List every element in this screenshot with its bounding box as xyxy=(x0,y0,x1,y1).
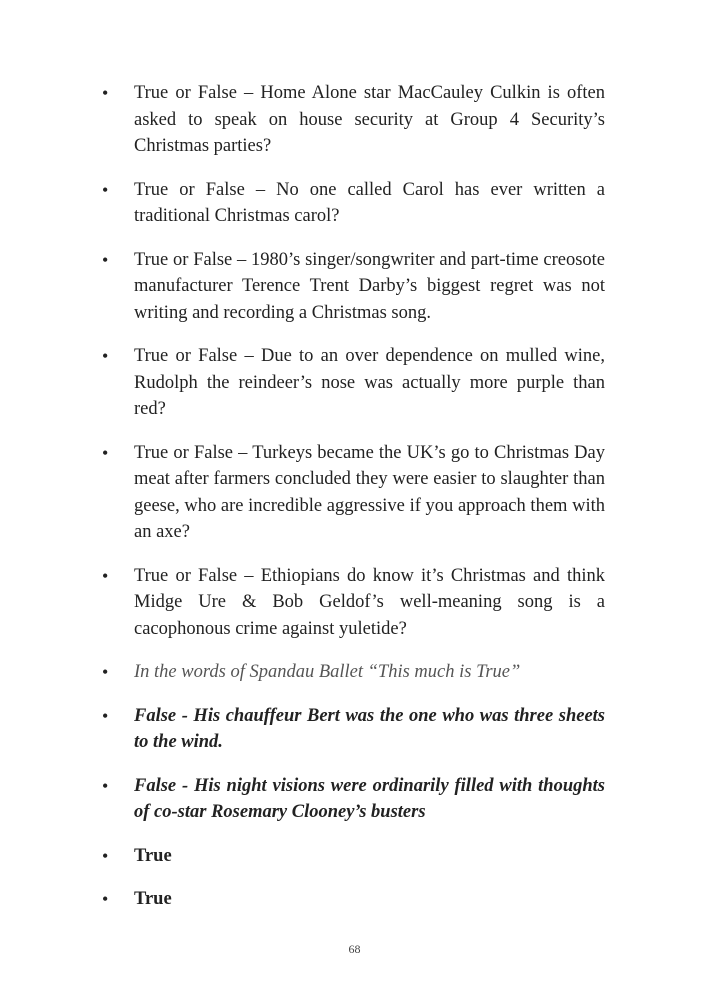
bullet-icon: • xyxy=(102,775,109,796)
bullet-icon: • xyxy=(102,179,109,200)
list-item xyxy=(0,659,709,686)
bullet-icon: • xyxy=(102,565,109,586)
item-text: True or False – Turkeys became the UK’s go to Christmas Day meat after farmers concluded they were easier to slaughter than geese, who are incredible aggressive if you approach them with an axe? xyxy=(134,442,605,542)
list-item xyxy=(0,886,709,913)
list-item xyxy=(0,773,709,826)
item-text-answer: False - His night visions were ordinarily filled with thoughts of co-star Rosemary Clooney’s busters xyxy=(134,775,605,822)
bullet-icon: • xyxy=(102,249,109,270)
item-text: True or False – Due to an over dependence on mulled wine, Rudolph the reindeer’s nose was actually more purple than red? xyxy=(134,346,605,419)
bullet-icon: • xyxy=(102,442,109,463)
bullet-icon: • xyxy=(102,845,109,866)
bullet-list xyxy=(0,80,709,930)
item-text-answer: True xyxy=(134,889,172,909)
bullet-icon: • xyxy=(102,346,109,366)
item-text-answer: False - His chauffeur Bert was the one who was three sheets to the wind. xyxy=(134,705,605,752)
list-item xyxy=(0,80,709,160)
item-text: True or False – Home Alone star MacCauley Culkin is often asked to speak on house security at Group 4 Security’s Christmas parties? xyxy=(134,83,605,156)
list-item xyxy=(0,440,709,546)
item-text: True or False – Ethiopians do know it’s Christmas and think Midge Ure & Bob Geldof’s well-meaning song is a cacophonous crime against yuletide? xyxy=(134,565,605,639)
item-text: True or False – No one called Carol has ever written a traditional Christmas carol? xyxy=(134,179,605,226)
list-item xyxy=(0,247,709,327)
list-item xyxy=(0,177,709,230)
bullet-icon: • xyxy=(102,83,109,103)
list-item xyxy=(0,703,709,756)
list-item xyxy=(0,343,709,423)
item-text-answer: True xyxy=(134,845,172,866)
item-text: True or False – 1980’s singer/songwriter and part-time creosote manufacturer Terence Trent Darby’s biggest regret was not writing and recording a Christmas song. xyxy=(134,249,605,323)
bullet-icon: • xyxy=(102,705,109,726)
page-number: 68 xyxy=(348,942,361,956)
list-item xyxy=(0,563,709,643)
item-text-italic: In the words of Spandau Ballet “This much is True” xyxy=(134,662,521,682)
bullet-icon: • xyxy=(102,662,109,682)
list-item xyxy=(0,843,709,870)
bullet-icon: • xyxy=(102,889,109,909)
